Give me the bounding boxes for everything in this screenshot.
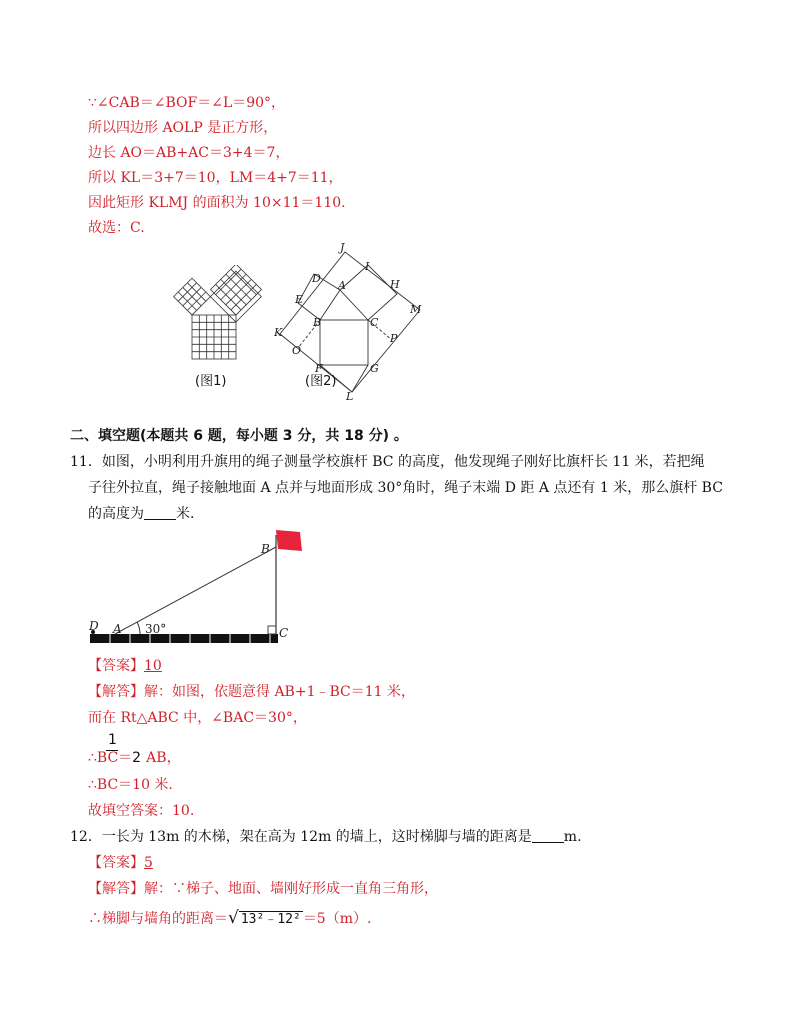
solution-line-3: 边长 AO＝AB+AC＝3+4＝7， (88, 145, 290, 161)
q11-answer (88, 656, 162, 676)
figure-1-caption: (图1) (195, 374, 227, 389)
q12-line-1-text: 12．一长为 13m 的木梯，架在高为 12m 的墙上，这时梯脚与墙的距离是 (70, 829, 532, 845)
q11-solution-1 (88, 682, 415, 702)
fig2-label-I: I (365, 260, 370, 273)
fig2-label-G: G (370, 362, 379, 375)
q11-flagpole-diagram (85, 525, 320, 650)
q11-solution-3a: ∴BC＝ (88, 750, 133, 766)
figure-2-diagram (270, 240, 435, 402)
q11-solution-4: ∴BC＝10 米. (88, 777, 173, 793)
q12-answer-value: 5 (144, 855, 153, 871)
fig2-label-E: E (295, 293, 304, 306)
solution-line-4: 所以 KL＝3+7＝10，LM＝4+7＝11， (88, 170, 343, 186)
q11-solution-3b: AB， (146, 750, 181, 766)
fig2-label-J: J (340, 241, 345, 254)
fig2-label-A: A (338, 279, 346, 292)
figure-1-diagram (160, 265, 270, 385)
fig2-label-C: C (370, 316, 379, 329)
q11-answer-label: 【答案】 (88, 658, 144, 674)
q11-label-B: B (261, 542, 270, 556)
q11-line-3 (88, 504, 194, 524)
q12-solution-1 (88, 879, 438, 899)
q12-solution-2 (88, 908, 371, 930)
fig2-label-O: O (292, 344, 302, 357)
q11-solution-5: 故填空答案：10. (88, 803, 195, 819)
q11-label-A: A (113, 622, 122, 636)
q11-line-1: 11．如图，小明利用升旗用的绳子测量学校旗杆 BC 的高度，他发现绳子刚好比旗杆长 11 米，若把绳 (70, 454, 705, 470)
q11-blank[interactable] (144, 505, 176, 520)
fig2-label-D: D (312, 272, 321, 285)
fig2-label-B: B (313, 316, 322, 329)
q11-frac-numerator: 1 (108, 732, 117, 748)
q12-blank[interactable] (532, 828, 564, 843)
fig2-label-H: H (390, 278, 400, 291)
q11-solution-label: 【解答】 (88, 684, 144, 700)
q11-answer-value: 10 (144, 658, 162, 674)
q12-solution-1-text: 解：∵梯子、地面、墙刚好形成一直角三角形， (144, 881, 438, 897)
section-title: 二、填空题(本题共 6 题，每小题 3 分，共 18 分) 。 (70, 428, 408, 444)
solution-line-1: ∵∠CAB＝∠BOF＝∠L＝90°， (88, 95, 286, 111)
q11-line-3-text: 的高度为 (88, 506, 144, 522)
q11-solution-2: 而在 Rt△ABC 中，∠BAC＝30°， (88, 710, 307, 726)
q12-answer-label: 【答案】 (88, 855, 144, 871)
q11-angle-label: 30° (145, 622, 167, 636)
q11-label-D: D (89, 619, 99, 633)
solution-line-5: 因此矩形 KLMJ 的面积为 10×11＝110. (88, 195, 346, 211)
q11-frac-denominator: 2 (132, 750, 142, 766)
q11-solution-1-text: 解：如图，依题意得 AB+1﹣BC＝11 米， (144, 684, 416, 700)
q12-answer (88, 853, 153, 873)
q12-solution-label: 【解答】 (88, 881, 144, 897)
sqrt-icon: √ (228, 908, 239, 928)
fig2-label-M: M (410, 303, 422, 316)
solution-line-2: 所以四边形 AOLP 是正方形， (88, 120, 278, 136)
q11-line-3-unit: 米. (176, 506, 195, 522)
figure-2-caption: (图2) (305, 374, 337, 389)
fig2-label-P: P (390, 332, 398, 345)
fig2-label-F: F (315, 362, 323, 375)
fig2-label-L: L (346, 390, 354, 402)
q12-line-1 (70, 827, 582, 847)
q11-solution-3 (88, 748, 181, 768)
q11-label-C: C (279, 626, 289, 640)
q12-line-1-unit: m. (563, 829, 582, 845)
q12-solution-2a: ∴梯脚与墙角的距离＝ (88, 911, 228, 927)
fig2-label-K: K (274, 326, 283, 339)
q11-line-2: 子往外拉直，绳子接触地面 A 点并与地面形成 30°角时，绳子末端 D 距 A 点还有 1 米，那么旗杆 BC (88, 480, 723, 496)
q12-solution-2b: ＝5（m）. (302, 911, 372, 927)
q12-radicand: 13²﹣12² (240, 912, 301, 927)
solution-line-6: 故选：C. (88, 220, 145, 236)
